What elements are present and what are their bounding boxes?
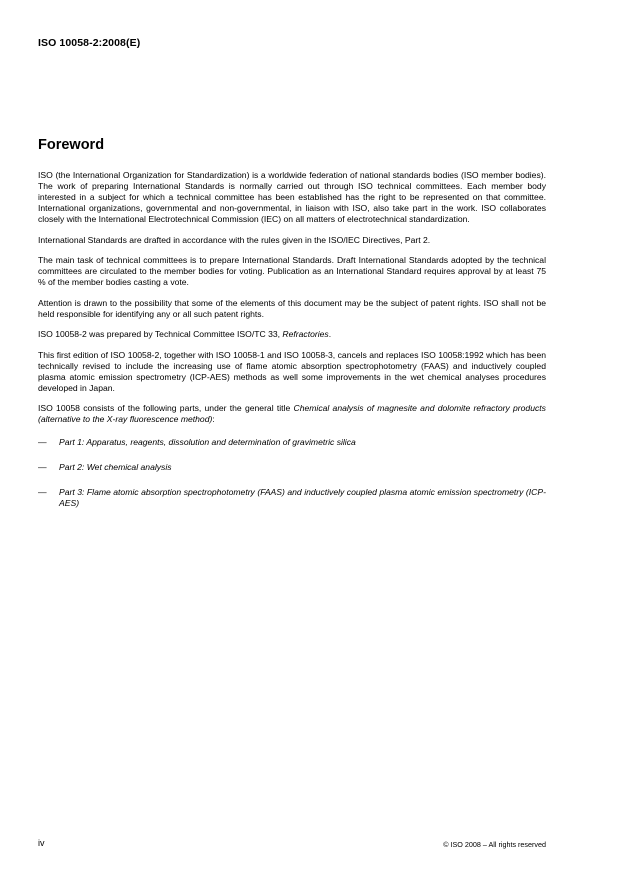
committee-name: Refractories: [282, 329, 329, 339]
paragraph-patent-rights: Attention is drawn to the possibility that some of the elements of this document may be the subject of patent rights. ISO shall not be held responsible for identifying any or all such patent rights.: [38, 297, 546, 319]
document-header: [38, 37, 140, 49]
dash-bullet: —: [38, 437, 47, 447]
dash-bullet: —: [38, 462, 47, 472]
part-3-title: Part 3: Flame atomic absorption spectrophotometry (FAAS) and inductively coupled plasma atomic emission spectrometry (ICP-AES): [59, 487, 546, 508]
foreword-body: [38, 170, 546, 523]
paragraph-directives: International Standards are drafted in accordance with the rules given in the ISO/IEC Directives, Part 2.: [38, 234, 431, 245]
part-1-title: Part 1: Apparatus, reagents, dissolution and determination of gravimetric silica: [59, 437, 356, 447]
dash-bullet: —: [38, 487, 47, 497]
document-id: ISO 10058-2:2008(E): [38, 37, 141, 49]
prepared-by-period: .: [328, 329, 332, 339]
list-item: [38, 462, 546, 473]
page-number: iv: [38, 838, 45, 848]
parts-intro-text: ISO 10058 consists of the following parts, under the general title: [38, 403, 294, 413]
list-item: [38, 487, 546, 509]
prepared-by-text: ISO 10058-2 was prepared by Technical Committee ISO/TC 33,: [38, 329, 283, 339]
paragraph-edition-info: This first edition of ISO 10058-2, together with ISO 10058-1 and ISO 10058-3, cancels and replaces ISO 10058:1992 which has been technically revised to include the increasing use of flame atomic absorption spectrophotometry (FAAS) and inductively coupled plasma atomic emission spectrometry (ICP-AES) methods as well some improvements in the wet chemical analyses procedures developed in Japan.: [38, 349, 546, 393]
copyright-notice: © ISO 2008 – All rights reserved: [443, 840, 546, 849]
paragraph-prepared-by: [38, 329, 546, 340]
paragraph-parts-intro: [38, 403, 546, 425]
parts-intro-colon: :: [212, 414, 215, 424]
paragraph-committee-task: The main task of technical committees is to prepare International Standards. Draft International Standards adopted by the technical committees are circulated to the member bodies for voting. Publication as an International Standard requires approval by at least 75 % of the member bodies casting a vote.: [38, 255, 546, 287]
part-2-title: Part 2: Wet chemical analysis: [59, 462, 172, 472]
section-title: Foreword: [38, 137, 105, 153]
general-title: Chemical analysis of magnesite and dolomite refractory products (alternative to the X-ray fluorescence method): [38, 403, 546, 424]
list-item: [38, 437, 546, 448]
paragraph-iso-intro: ISO (the International Organization for Standardization) is a worldwide federation of national standards bodies (ISO member bodies). The work of preparing International Standards is normally carried out through ISO technical committees. Each member body interested in a subject for which a technical committee has been established has the right to be represented on that committee. International organizations, governmental and non-governmental, in liaison with ISO, also take part in the work. ISO collaborates closely with the International Electrotechnical Commission (IEC) on all matters of electrotechnical standardization.: [38, 170, 546, 224]
